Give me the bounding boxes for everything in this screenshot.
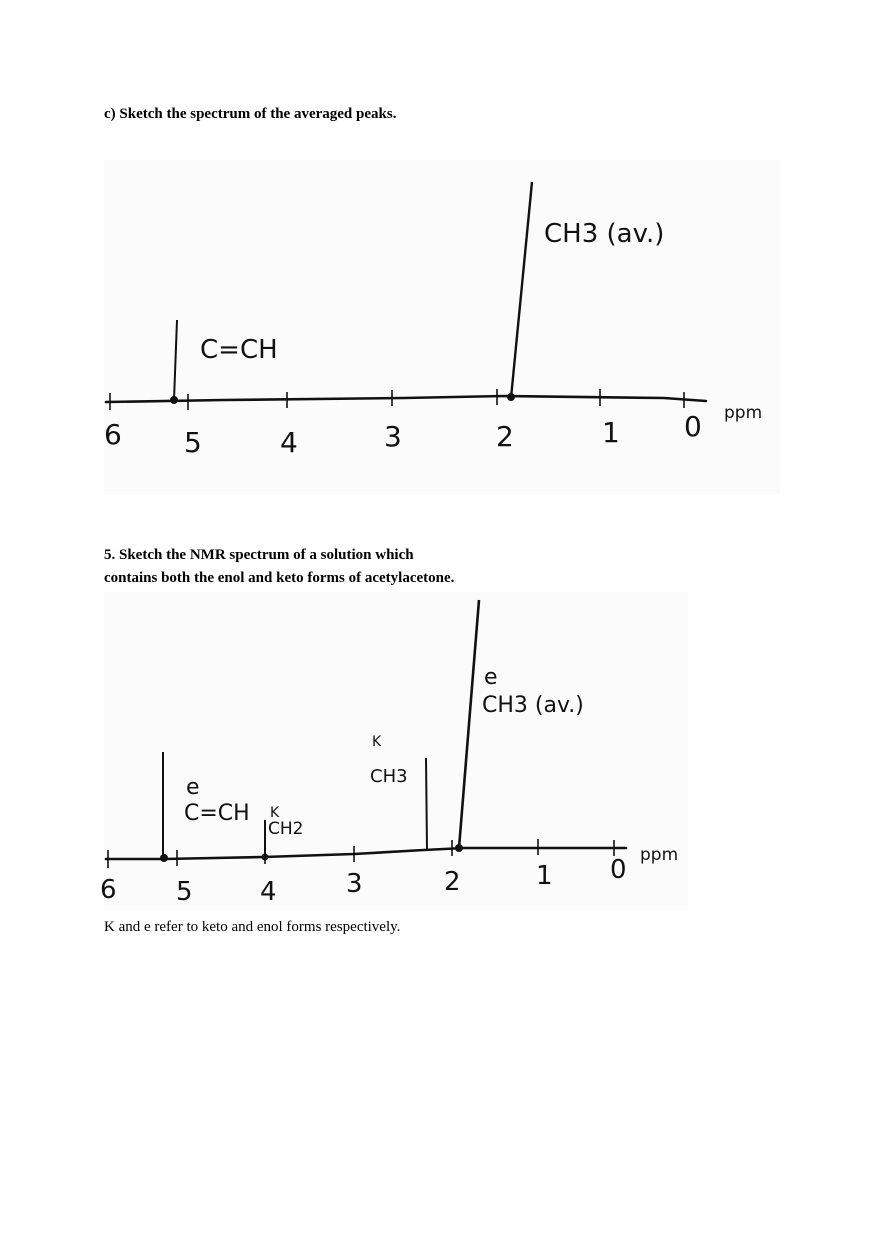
peak-label-ch2: CH2	[268, 819, 304, 839]
peak-form-label-keto: K	[270, 805, 280, 821]
peak-ch3-averaged	[511, 182, 532, 398]
tick-label: 1	[536, 861, 553, 891]
section-c-heading: c) Sketch the spectrum of the averaged peaks.	[104, 106, 397, 122]
spectrum-sketch-enol-keto	[100, 592, 688, 910]
peak-c-equals-ch	[174, 320, 177, 400]
peak-label-ch3-averaged: CH3 (av.)	[544, 219, 665, 249]
peak-enol-ch3-averaged	[459, 600, 479, 848]
spectrum-sketch-averaged	[104, 160, 780, 495]
tick-label: 3	[384, 420, 402, 453]
peak-base-dot	[262, 854, 269, 861]
section-5-heading-line1: 5. Sketch the NMR spectrum of a solution which	[104, 547, 414, 563]
peak-label-c-equals-ch: C=CH	[200, 335, 278, 365]
peak-base-dot	[455, 844, 463, 852]
tick-label: 2	[496, 420, 514, 453]
peak-form-label-enol: e	[484, 665, 498, 690]
tick-label: 4	[280, 426, 298, 459]
ppm-axis	[106, 848, 626, 859]
tick-label: 6	[100, 875, 117, 905]
tick-label: 0	[610, 855, 627, 885]
spectrum-1-svg	[104, 160, 780, 495]
footnote-keto-enol: K and e refer to keto and enol forms respectively.	[104, 919, 401, 935]
axis-unit-label: ppm	[640, 845, 679, 865]
tick-label: 2	[444, 867, 461, 897]
section-5-heading-line2: contains both the enol and keto forms of acetylacetone.	[104, 570, 455, 586]
tick-label: 3	[346, 869, 363, 899]
tick-label: 5	[184, 426, 202, 459]
axis-unit-label: ppm	[724, 403, 763, 423]
peak-label-ch3-averaged: CH3 (av.)	[482, 693, 584, 718]
peak-form-label-keto: K	[372, 734, 382, 750]
peak-base-dot	[170, 396, 178, 404]
peak-label-c-equals-ch: C=CH	[184, 801, 250, 826]
tick-labels	[104, 410, 702, 459]
peak-base-dot	[507, 393, 515, 401]
tick-label: 6	[104, 418, 122, 451]
tick-labels	[100, 855, 627, 907]
peak-form-label-enol: e	[186, 775, 200, 800]
tick-label: 1	[602, 416, 620, 449]
spectrum-2-svg	[100, 592, 688, 910]
peak-base-dot	[160, 854, 168, 862]
tick-label: 0	[684, 410, 702, 443]
ppm-axis	[106, 396, 706, 402]
tick-label: 5	[176, 877, 193, 907]
peak-keto-ch3	[426, 758, 427, 850]
peak-label-keto-ch3: CH3	[370, 766, 408, 787]
tick-label: 4	[260, 877, 277, 907]
